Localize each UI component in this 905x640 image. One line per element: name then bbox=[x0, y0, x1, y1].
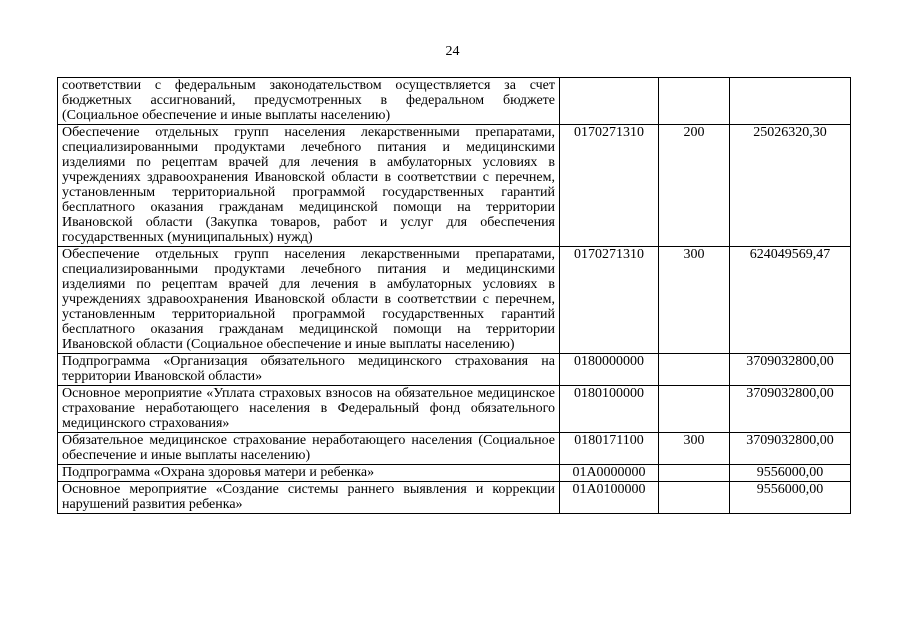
row-amount: 3709032800,00 bbox=[730, 433, 851, 465]
row-expense-type bbox=[659, 465, 730, 482]
table-row bbox=[58, 247, 851, 354]
row-expense-type: 200 bbox=[659, 125, 730, 247]
row-expense-type: 300 bbox=[659, 433, 730, 465]
row-description: Подпрограмма «Организация обязательного медицинского страхования на территории Ивановской области» bbox=[58, 354, 560, 386]
row-expense-type bbox=[659, 354, 730, 386]
row-target-code: 01А0100000 bbox=[560, 482, 659, 514]
table-row bbox=[58, 125, 851, 247]
row-description: Обеспечение отдельных групп населения лекарственными препаратами, специализированными продуктами лечебного питания и медицинскими изделиями по рецептам врачей для лечения в амбулаторных условиях в учреждениях здравоохранения Ивановской области в соответствии с перечнем, установленным территориальной программой государственных гарантий бесплатного оказания гражданам медицинской помощи на территории Ивановской области (Закупка товаров, работ и услуг для обеспечения государственных (муниципальных) нужд) bbox=[58, 125, 560, 247]
row-expense-type bbox=[659, 78, 730, 125]
row-expense-type bbox=[659, 386, 730, 433]
table-row bbox=[58, 78, 851, 125]
row-amount bbox=[730, 78, 851, 125]
row-amount: 624049569,47 bbox=[730, 247, 851, 354]
row-expense-type bbox=[659, 482, 730, 514]
row-target-code: 0180171100 bbox=[560, 433, 659, 465]
row-amount: 25026320,30 bbox=[730, 125, 851, 247]
row-target-code: 01А0000000 bbox=[560, 465, 659, 482]
table-row bbox=[58, 482, 851, 514]
table-row bbox=[58, 354, 851, 386]
row-description: Основное мероприятие «Создание системы раннего выявления и коррекции нарушений развития ребенка» bbox=[58, 482, 560, 514]
row-target-code: 0170271310 bbox=[560, 247, 659, 354]
row-description: Подпрограмма «Охрана здоровья матери и ребенка» bbox=[58, 465, 560, 482]
row-target-code: 0180000000 bbox=[560, 354, 659, 386]
row-amount: 3709032800,00 bbox=[730, 386, 851, 433]
row-amount: 3709032800,00 bbox=[730, 354, 851, 386]
row-target-code: 0170271310 bbox=[560, 125, 659, 247]
row-amount: 9556000,00 bbox=[730, 482, 851, 514]
row-description: соответствии с федеральным законодательством осуществляется за счет бюджетных ассигнований, предусмотренных в федеральном бюджете (Социальное обеспечение и иные выплаты населению) bbox=[58, 78, 560, 125]
row-target-code bbox=[560, 78, 659, 125]
row-description: Обязательное медицинское страхование неработающего населения (Социальное обеспечение и иные выплаты населению) bbox=[58, 433, 560, 465]
row-description: Обеспечение отдельных групп населения лекарственными препаратами, специализированными продуктами лечебного питания и медицинскими изделиями по рецептам врачей для лечения в амбулаторных условиях в учреждениях здравоохранения Ивановской области в соответствии с перечнем, установленным территориальной программой государственных гарантий бесплатного оказания гражданам медицинской помощи на территории Ивановской области (Социальное обеспечение и иные выплаты населению) bbox=[58, 247, 560, 354]
row-expense-type: 300 bbox=[659, 247, 730, 354]
row-amount: 9556000,00 bbox=[730, 465, 851, 482]
table-row bbox=[58, 386, 851, 433]
page-number: 24 bbox=[445, 44, 460, 59]
table-row bbox=[58, 465, 851, 482]
budget-table bbox=[57, 77, 851, 514]
row-description: Основное мероприятие «Уплата страховых взносов на обязательное медицинское страхование неработающего населения в Федеральный фонд обязательного медицинского страхования» bbox=[58, 386, 560, 433]
row-target-code: 0180100000 bbox=[560, 386, 659, 433]
table-row bbox=[58, 433, 851, 465]
